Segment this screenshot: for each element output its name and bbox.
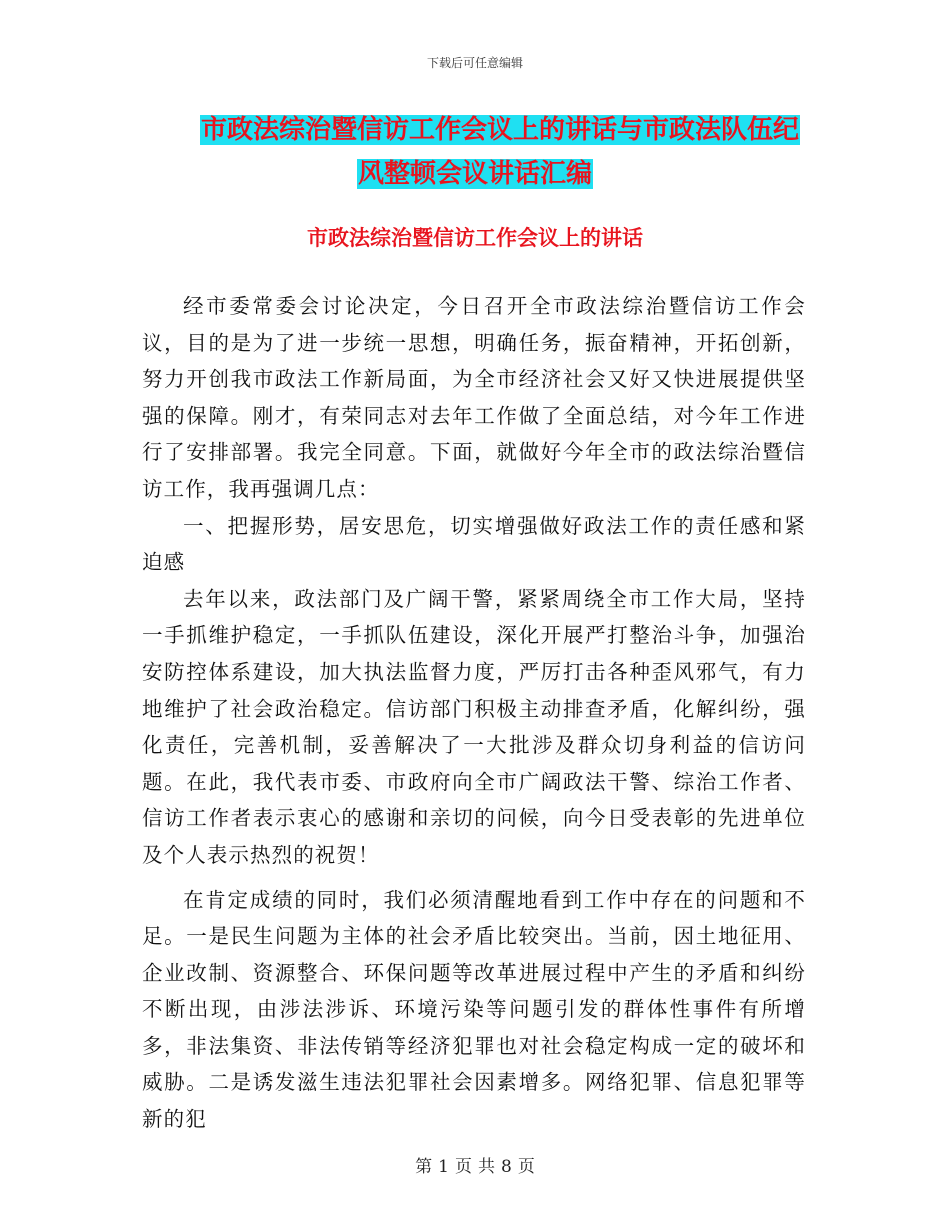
header-note: 下载后可任意编辑 [426,56,523,70]
paragraph: 在肯定成绩的同时，我们必须清醒地看到工作中存在的问题和不足。一是民生问题为主体的社会矛盾比较突出。当前，因土地征用、企业改制、资源整合、环保问题等改革进展过程中产生的矛盾和纠纷不断出现，由涉法涉诉、环境污染等问题引发的群体性事件有所增多，非法集资、非法传销等经济犯罪也对社会稳定构成一定的破坏和威胁。二是诱发滋生违法犯罪社会因素增多。网络犯罪、信息犯罪等新的犯 [142,887,806,1132]
document-title-line-2 [150,156,800,192]
page-prefix: 第 [415,1157,433,1177]
page-footer [0,1152,950,1177]
document-title-line-1 [150,112,800,148]
paragraph: 经市委常委会讨论决定，今日召开全市政法综治暨信访工作会议，目的是为了进一步统一思想，明确任务，振奋精神，开拓创新，努力开创我市政法工作新局面，为全市经济社会又好又快进展提供坚强的保障。刚才，有荣同志对去年工作做了全面总结，对今年工作进行了安排部署。我完全同意。下面，就做好今年全市的政法综治暨信访工作，我再强调几点： [142,294,806,501]
page-current: 1 [438,1157,449,1177]
section-title: 市政法综治暨信访工作会议上的讲话 [307,226,643,250]
paragraph: 一、把握形势，居安思危，切实增强做好政法工作的责任感和紧迫感 [142,513,806,575]
document-title-line-1-text: 市政法综治暨信访工作会议上的讲话与市政法队伍纪 [200,115,799,145]
page-total-prefix: 共 [478,1157,495,1177]
document-body [142,288,806,1138]
page-suffix: 页 [517,1157,535,1177]
document-title-line-2-text: 风整顿会议讲话汇编 [357,159,592,189]
page-total: 8 [501,1157,512,1177]
paragraph: 去年以来，政法部门及广阔干警，紧紧周绕全市工作大局，坚持一手抓维护稳定，一手抓队伍建设，深化开展严打整治斗争，加强治安防控体系建设，加大执法监督力度，严厉打击各种歪风邪气，有力地维护了社会政治稳定。信访部门积极主动排查矛盾，化解纠纷，强化责任，完善机制，妥善解决了一大批涉及群众切身利益的信访问题。在此，我代表市委、市政府向全市广阔政法干警、综治工作者、信访工作者表示衷心的感谢和亲切的问候，向今日受表彰的先进单位及个人表示热烈的祝贺！ [142,586,806,867]
page-word: 页 [455,1157,472,1177]
